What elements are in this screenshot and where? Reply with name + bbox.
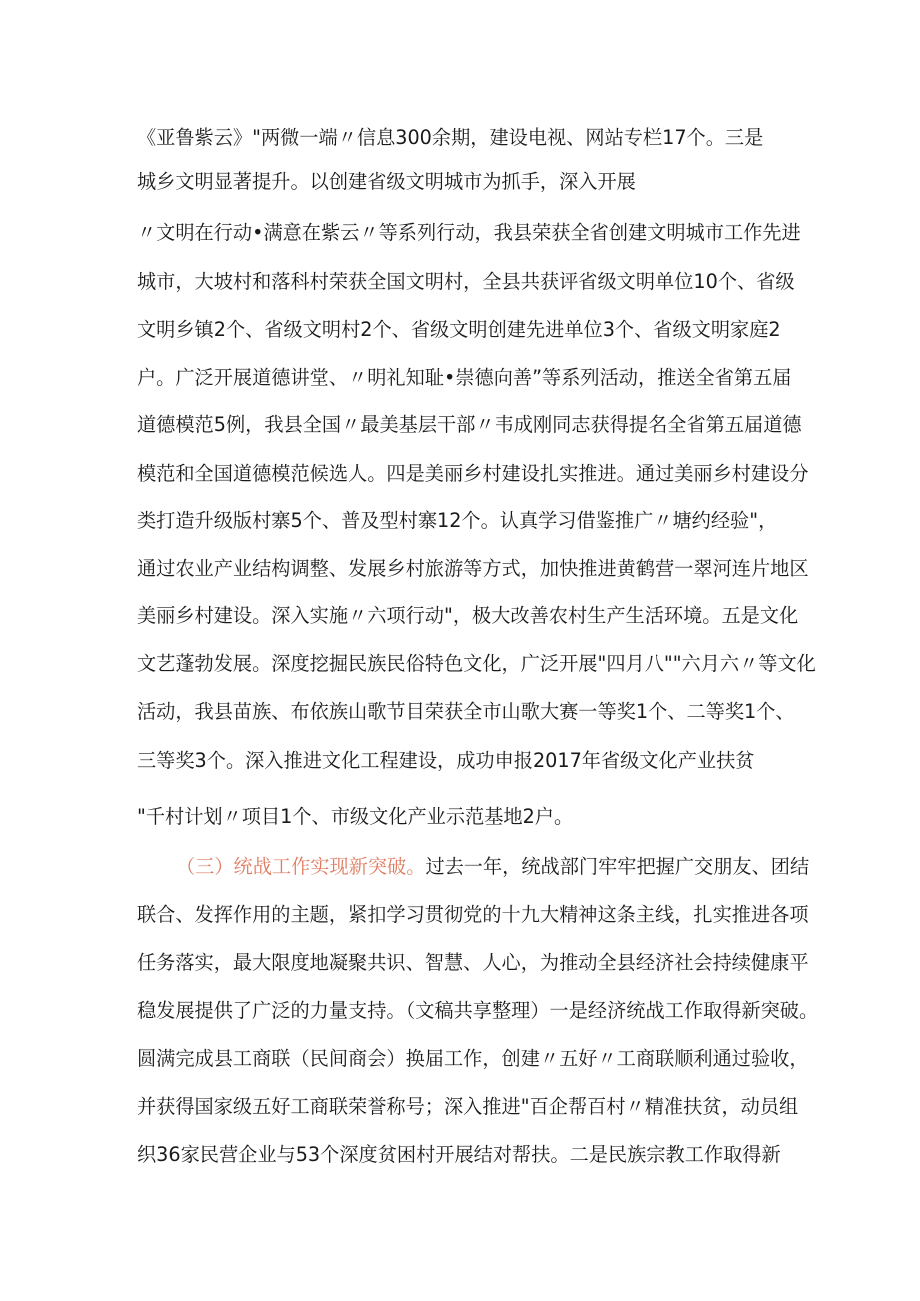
body-text-line-2: 城乡文明显著提升。以创建省级文明城市为抓手，深入开展 <box>137 170 636 193</box>
body-text-line-6: 户。广泛开展道德讲堂、〃明礼知耻•崇德向善”等系列活动，推送全省第五届 <box>137 366 792 389</box>
body-text-line-11: 美丽乡村建设。深入实施〃六项行动"，极大改善农村生产生活环境。五是文化 <box>137 604 799 627</box>
body-text-line-3: 〃文明在行动•满意在紫云〃等系列行动，我县荣获全省创建文明城市工作先进 <box>137 221 801 244</box>
body-text-line-4: 城市，大坡村和落科村荣获全国文明村，全县共获评省级文明单位10个、省级 <box>137 270 795 293</box>
section-3-line-2: 联合、发挥作用的主题，紧扣学习贯彻党的十九大精神这条主线，扎实推进各项 <box>137 903 809 926</box>
body-text-line-1: 《亚鲁紫云》"两微一端〃信息300余期，建设电视、网站专栏17个。三是 <box>137 126 764 149</box>
body-text-line-5: 文明乡镇2个、省级文明村2个、省级文明创建先进单位3个、省级文明家庭2 <box>137 318 781 341</box>
body-text-line-9: 类打造升级版村寨5个、普及型村寨12个。认真学习借鉴推广〃塘约经验"， <box>137 509 778 532</box>
section-3-first-line <box>176 855 810 879</box>
body-text-line-10: 通过农业产业结构调整、发展乡村旅游等方式，加快推进黄鹤营一翠河连片地区 <box>137 557 809 580</box>
body-text-line-13: 活动，我县苗族、布依族山歌节目荣获全市山歌大赛一等奖1个、二等奖1个、 <box>137 700 795 723</box>
section-3-heading: （三）统战工作实现新突破。 <box>176 855 426 878</box>
section-3-first-line-text: 过去一年，统战部门牢牢把握广交朋友、团结 <box>425 855 810 878</box>
section-3-line-5: 圆满完成县工商联（民间商会）换届工作，创建〃五好〃工商联顺利通过验收， <box>137 1047 809 1070</box>
section-3-line-3: 任务落实，最大限度地凝聚共识、智慧、人心，为推动全县经济社会持续健康平 <box>137 951 809 974</box>
body-text-line-7: 道德模范5例，我县全国〃最美基层干部〃韦成刚同志获得提名全省第五届道德 <box>137 413 802 436</box>
body-text-line-15: "千村计划〃项目1个、市级文化产业示范基地2户。 <box>137 805 574 828</box>
body-text-line-14: 三等奖3个。深入推进文化工程建设，成功申报2017年省级文化产业扶贫 <box>137 749 755 772</box>
body-text-line-12: 文艺蓬勃发展。深度挖掘民族民俗特色文化，广泛开展"四月八""六月六〃等文化 <box>137 652 816 675</box>
section-3-line-7: 织36家民营企业与53个深度贫困村开展结对帮扶。二是民族宗教工作取得新 <box>137 1143 781 1166</box>
body-text-line-8: 模范和全国道德模范候选人。四是美丽乡村建设扎实推进。通过美丽乡村建设分 <box>137 462 809 485</box>
section-3-line-4: 稳发展提供了广泛的力量支持。（文稿共享整理）一是经济统战工作取得新突破。 <box>137 999 819 1022</box>
section-3-line-6: 并获得国家级五好工商联荣誉称号；深入推进"百企帮百村〃精准扶贫，动员组 <box>137 1095 799 1118</box>
